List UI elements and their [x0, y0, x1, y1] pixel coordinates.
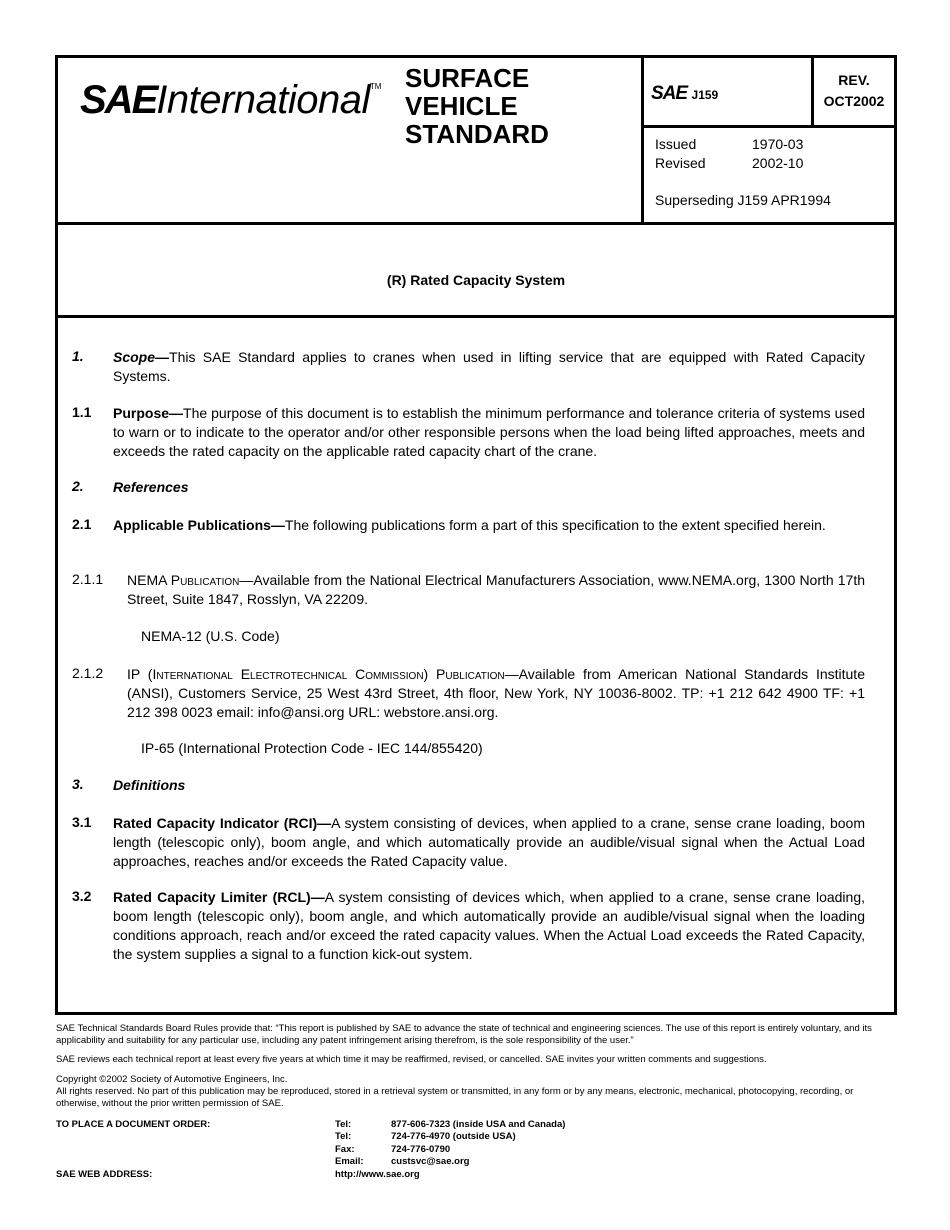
doc-number: J159 [691, 88, 719, 102]
superseding: Superseding J159 APR1994 [655, 192, 831, 208]
ip-65-item: IP-65 (International Protection Code - IEC 144/855420) [141, 740, 483, 756]
section-3-2-heading: Rated Capacity Limiter (RCL)— [113, 889, 325, 905]
section-1-heading: Scope— [113, 349, 170, 365]
section-2-1-number: 2.1 [72, 516, 92, 532]
section-1-1-text: The purpose of this document is to establish the minimum performance and tolerance criteria of systems used to warn or to indicate to the operator and/or other responsible persons when the load being lifted approaches, meets and exceeds the rated capacity on the applicable rated capacity chart of the crane. [113, 405, 865, 459]
section-3-1-text: A system consisting of devices, when applied to a crane, sense crane loading, boom length (telescopic only), boom angle, and which automatically provide an audible/visual signal when the Actual Load approaches, reaches and/or exceeds the Rated Capacity value. [113, 815, 865, 869]
section-2-1-2-heading: IP (International Electrotechnical Commission) Publication— [127, 666, 519, 682]
document-title: (R) Rated Capacity System [386, 272, 566, 288]
contact-tel-1-label: Tel: [335, 1119, 352, 1130]
rev-label: REV. [838, 72, 870, 88]
web-label: SAE WEB ADDRESS: [56, 1169, 153, 1180]
revised-label: Revised [655, 155, 706, 171]
footer-rules: SAE Technical Standards Board Rules provide that: “This report is published by SAE to advance the state of technical and engineering sciences. The use of this report is entirely voluntary, and its applicability and suitability for any particular use, including any patent infringement arising therefrom, is the sole responsibility of the user.” [56, 1023, 872, 1046]
section-1-text: This SAE Standard applies to cranes when used in lifting service that are equipped with Rated Capacity Systems. [113, 349, 865, 384]
issued-value: 1970-03 [752, 136, 804, 152]
section-2-1-2-text: Available from American National Standards Institute (ANSI), Customers Service, 25 West 43rd Street, 4th floor, New York, NY 10036-8002. TP: +1 212 642 4900 TF: +1 212 398 0023 email: info@ansi.org URL: webstore.ansi.org. [127, 666, 865, 720]
title-divider [55, 315, 897, 318]
header-vertical-divider [641, 55, 644, 225]
contact-fax-label: Fax: [335, 1144, 355, 1155]
contact-fax-value: 724-776-0790 [391, 1144, 451, 1155]
section-3-1-heading: Rated Capacity Indicator (RCI)— [113, 815, 332, 831]
contact-email-value[interactable]: custsvc@sae.org [391, 1156, 470, 1167]
contact-email-label: Email: [335, 1156, 364, 1167]
doc-type-line-1: SURFACE [405, 63, 530, 93]
contact-tel-1-value: 877-606-7323 (inside USA and Canada) [391, 1119, 566, 1130]
section-1-number: 1. [72, 348, 84, 364]
contact-tel-2-value: 724-776-4970 (outside USA) [391, 1131, 516, 1142]
doc-type [405, 64, 549, 148]
rev-bottom-divider [641, 125, 897, 128]
logo-sae-text: SAE [80, 78, 157, 122]
logo-international-text: International [156, 78, 370, 122]
web-url-link[interactable]: http://www.sae.org [335, 1169, 420, 1180]
issued-label: Issued [655, 136, 697, 152]
revision-block [814, 70, 894, 112]
section-1-1-paragraph [113, 404, 865, 461]
order-label: TO PLACE A DOCUMENT ORDER: [56, 1119, 211, 1130]
section-3-2-number: 3.2 [72, 888, 92, 904]
section-2-1-heading: Applicable Publications— [113, 517, 285, 533]
trademark: TM [369, 82, 382, 91]
revised-value: 2002-10 [752, 155, 804, 171]
section-1-1-number: 1.1 [72, 404, 92, 420]
doc-type-line-3: STANDARD [405, 119, 549, 149]
section-3-number: 3. [72, 776, 84, 792]
section-2-1-paragraph [113, 516, 865, 535]
section-2-1-text: The following publications form a part of this specification to the extent specified herein. [284, 517, 826, 533]
section-3-1-number: 3.1 [72, 814, 92, 830]
section-3-2-text: A system consisting of devices which, when applied to a crane, sense crane loading, boom length (telescopic only), boom angle, and which automatically provide an audible/visual signal when the loading conditions approach, reach and/or exceed the rated capacity values. When the Actual Load exceeds the Rated Capacity, the system supplies a signal to a function kick-out system. [113, 889, 865, 962]
section-2-1-1-paragraph [127, 571, 865, 609]
section-2-1-2-number: 2.1.2 [72, 665, 104, 681]
section-2-1-1-number: 2.1.1 [72, 571, 104, 587]
footer-rights: All rights reserved. No part of this publication may be reproduced, stored in a retrieval system or transmitted, in any form or by any means, electronic, mechanical, photocopying, recording, or otherwise, without the prior written permission of SAE. [56, 1086, 854, 1109]
contact-tel-2-label: Tel: [335, 1131, 352, 1142]
section-2-1-2-paragraph [127, 665, 865, 722]
section-2-heading: References [113, 479, 189, 495]
section-1-paragraph [113, 348, 865, 386]
footer-copyright: Copyright ©2002 Society of Automotive Engineers, Inc. [56, 1074, 288, 1085]
section-2-1-1-text: Available from the National Electrical Manufacturers Association, www.NEMA.org, 1300 North 17th Street, Suite 1847, Rosslyn, VA 22209. [127, 572, 865, 607]
section-2-1-1-heading: NEMA Publication— [127, 572, 254, 588]
nema-12-item: NEMA-12 (U.S. Code) [141, 628, 280, 644]
section-3-heading: Definitions [113, 777, 186, 793]
doc-type-line-2: VEHICLE [405, 91, 518, 121]
section-3-1-paragraph [113, 814, 865, 871]
small-sae-logo: SAE [651, 83, 688, 104]
header-divider [55, 222, 897, 225]
rev-date: OCT2002 [823, 93, 885, 109]
section-2-number: 2. [72, 478, 84, 494]
footer-review: SAE reviews each technical report at least every five years at which time it may be reaffirmed, revised, or cancelled. SAE invites your written comments and suggestions. [56, 1054, 767, 1065]
section-3-2-paragraph [113, 888, 865, 964]
doc-number-block [651, 83, 718, 105]
section-1-1-heading: Purpose— [113, 405, 184, 421]
sae-international-logo [80, 78, 381, 123]
